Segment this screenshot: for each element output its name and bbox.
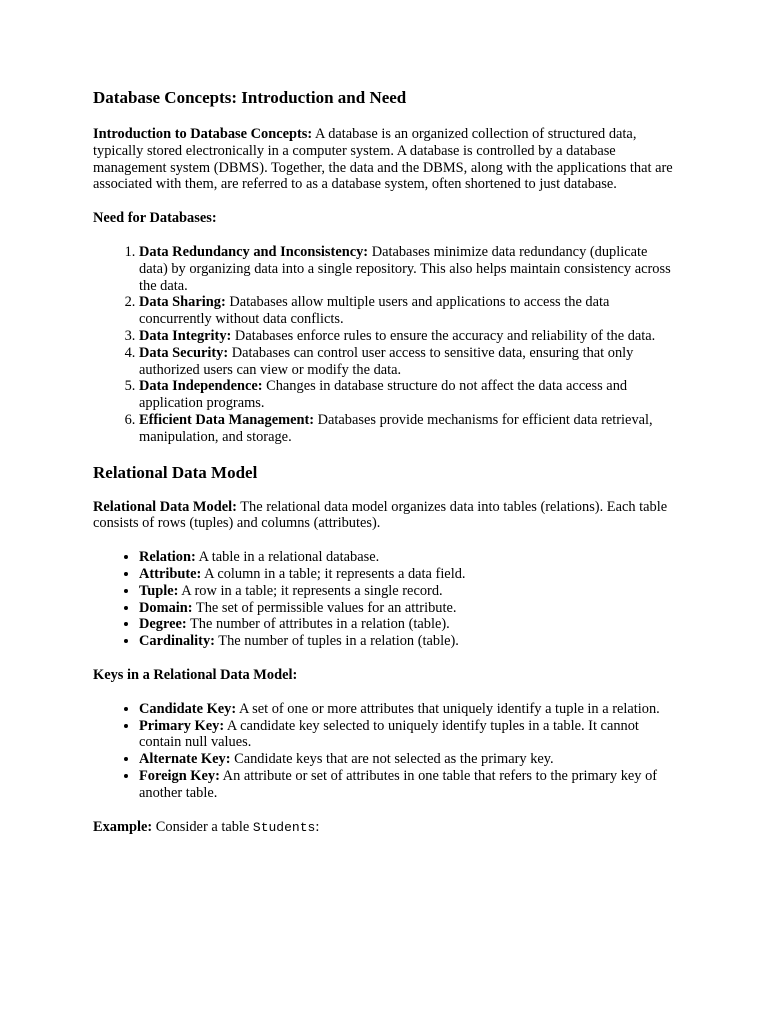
- list-item: • Degree: The number of attributes in a relation (table).: [139, 616, 675, 633]
- list-item: • Cardinality: The number of tuples in a relation (table).: [139, 633, 675, 650]
- needs-list: [93, 244, 675, 446]
- keys-heading: Keys in a Relational Data Model:: [93, 666, 298, 683]
- intro-text: A database is an organized collection of structured data, typically stored electronically in a computer system. A database is controlled by a database management system (DBMS). Together, the data and the DBMS, along with the applications that are associated with them, are referred to as a database system, often shortened to just database.: [93, 126, 673, 193]
- example-paragraph: Example: Consider a table Students:: [93, 818, 320, 835]
- list-item: 5. Data Independence: Changes in database structure do not affect the data access and application programs.: [139, 378, 675, 412]
- intro-paragraph: [93, 126, 675, 193]
- keys-list: [93, 701, 675, 802]
- list-item: • Candidate Key: A set of one or more attributes that uniquely identify a tuple in a relation.: [139, 701, 675, 718]
- list-item: 3. Data Integrity: Databases enforce rules to ensure the accuracy and reliability of the data.: [139, 328, 675, 345]
- terms-list: [93, 549, 675, 650]
- need-heading: Need for Databases:: [93, 210, 217, 227]
- list-item: • Domain: The set of permissible values for an attribute.: [139, 600, 675, 617]
- list-item: • Attribute: A column in a table; it represents a data field.: [139, 566, 675, 583]
- section-title-database-concepts: Database Concepts: Introduction and Need: [93, 88, 407, 107]
- list-item: • Alternate Key: Candidate keys that are not selected as the primary key.: [139, 751, 675, 768]
- section-title-relational-data-model: Relational Data Model: [93, 462, 258, 482]
- list-item: 1. Data Redundancy and Inconsistency: Databases minimize data redundancy (duplicate data) by organizing data into a single repository. This also helps maintain consistency across the data.: [139, 244, 675, 294]
- list-item: • Foreign Key: An attribute or set of attributes in one table that refers to the primary key of another table.: [139, 768, 675, 802]
- list-item: • Relation: A table in a relational database.: [139, 549, 675, 566]
- list-item: 6. Efficient Data Management: Databases provide mechanisms for efficient data retrieval, manipulation, and storage.: [139, 412, 675, 446]
- list-item: 2. Data Sharing: Databases allow multiple users and applications to access the data concurrently without data conflicts.: [139, 294, 675, 328]
- list-item: • Tuple: A row in a table; it represents a single record.: [139, 583, 675, 600]
- intro-label: Introduction to Database Concepts:: [93, 126, 313, 142]
- list-item: • Primary Key: A candidate key selected to uniquely identify tuples in a table. It cannot contain null values.: [139, 718, 675, 752]
- example-code: Students: [252, 819, 316, 835]
- model-paragraph: Relational Data Model: The relational data model organizes data into tables (relations). Each table consists of rows (tuples) and columns (attributes).: [93, 498, 668, 532]
- list-item: 4. Data Security: Databases can control user access to sensitive data, ensuring that only authorized users can view or modify the data.: [139, 345, 675, 379]
